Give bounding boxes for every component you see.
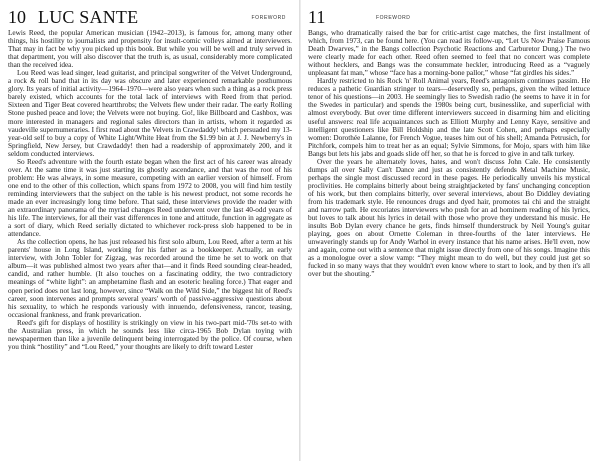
page-number: 11 bbox=[308, 7, 326, 27]
right-page-header bbox=[308, 7, 590, 27]
paragraph: So Reed's adventure with the fourth estate began when the first act of his career was already over. At the same time it was just starting its ghostly ascendance, and that was the root of his problem: He was always, in some measure, competing with an earlier version of himself. From one end to the other of this collection, which spans from 1972 to 2008, you will find him testily reminding interviewers that the subject on the table is his newest product, not some records he made an ever increasingly long time before. That said, these interviews provide the reader with an extraordinary panorama of the myriad changes Reed underwent over the last 40-odd years of his life. The interviews, for all their vast differences in tone and attitude, function in aggregate as a sort of diary, which Reed serially dictated to whichever rock-press slob happened to be in attendance. bbox=[8, 157, 292, 239]
section-label: FOREWORD bbox=[251, 15, 286, 21]
paragraph: Bangs, who dramatically raised the bar for critic-artist cage matches, the first installment of which, from 1973, can be found here. (You can read its follow-up, “Let Us Now Praise Famous Death Dwarves,” in the Bangs collection Psychotic Reactions and Carburetor Dung.) The two were clearly made for each other. Reed often seemed to feel that no concert was complete without hecklers, and Bangs was the consummate heckler, introducing Reed as a “vaguely unpleasant fat man,” whose “face has a morning-bone pallor,” whose “fat girdles his sides.” bbox=[308, 29, 590, 78]
author-name: LUC SANTE bbox=[38, 7, 139, 27]
paragraph: Over the years he alternately loves, hates, and won't discuss John Cale. He consistently dumps all over Sally Can't Dance and just as consistently defends Metal Machine Music, perhaps the single most discussed record in these pages. He periodically unveils his mystical proclivities. He complains bitterly about being straightjacketed by fans' unchanging conception of his work, but then complains bitterly, over several interviews, about Bo Diddley deviating from his trademark style. He renounces drugs and dyed hair, promotes tai chi and the straight and narrow path. He excoriates interviewers who push for an ad hominem reading of his lyrics, but loves to talk about his lyrics in detail with those who prove they understand his music. He insults Bob Dylan every chance he gets, finds himself thunderstruck by Neil Young's guitar playing, goes on about Ornette Coleman in three-fourths of the later interviews. He unwaveringly stands up for Andy Warhol in every instance that his name arises. He'll even, now and again, come out with a sentence that might issue directly from one of his songs. Imagine this as a monologue over a slow vamp: “They might mean to do well, but they could just get so fucked in so many ways that they wouldn't even know where to start to look, and by then it's all over but the shouting.” bbox=[308, 157, 590, 279]
page-number: 10 bbox=[8, 7, 26, 27]
section-label: FOREWORD bbox=[376, 15, 411, 21]
left-page-header bbox=[8, 7, 286, 27]
paragraph: Lewis Reed, the popular American musician (1942–2013), is famous for, among many other things, his hostility to journalists and propensity for insult-comic volleys aimed at interviewers. That may in fact be why you picked up this book. But while you will be well and truly served in that department, you will also discover that the truth is, as usual, considerably more complicated than the received idea. bbox=[8, 29, 292, 70]
paragraph: Lou Reed was lead singer, lead guitarist, and principal songwriter of the Velvet Underground, a rock & roll band that in its day was obscure and later experienced remarkable posthumous glory. Its years of initial activity—1964–1970—were also years when such a thing as a rock press barely existed, which accounts for the total lack of interviews with Reed from that period. Sixteen and Tiger Beat covered heartthrobs; the Velvets flew under their radar. The early Rolling Stone pushed peace and love; the Velvets were not buying. Go!, like Billboard and Cashbox, was more interested in managers and regional sales directors than in artists, whom it regarded as vaudeville supernumeraries. I first read about the Velvets in Crawdaddy! which persuaded my 13-year-old self to buy a copy of White Light/White Heat from the $1.99 bin at J. J. Newberry's in Springfield, New Jersey, but Crawdaddy! then had a readership of approximately 200, and it seldom conducted interviews. bbox=[8, 69, 292, 158]
right-page bbox=[300, 0, 600, 461]
paragraph: Hardly restricted to his Rock 'n' Roll Animal years, Reed's antagonism continues passim. He reduces a pathetic Guardian stringer to tears—deservedly so, perhaps, given the wilted lettuce tenor of his questions—in 2003. He seemingly lies to Swedish radio (he seems to have it in for the Swedes in particular) and spends the 1980s being curt, businesslike, and superficial with almost everybody. But over time different interviewers succeed in disarming him and eliciting useful answers: real life acquaintances such as Elliott Murphy and Lenny Kaye, sensitive and intelligent questioners like Bill Holdship and the late Scott Cohen, and perhaps especially women: Dorothée Lalanne, for French Vogue, teases him out of his shell; Amanda Petrusich, for Pitchfork, compels him to treat her as an equal; Sylvie Simmons, for Mojo, spars with him like Bangs but lets his jabs and goads slide off her, so that he is forced to give in and talk turkey. bbox=[308, 77, 590, 158]
left-page-text bbox=[8, 29, 292, 455]
paragraph: Reed's gift for displays of hostility is strikingly on view in his two-part mid-'70s set-to with the Australian press, in which he sounds less like circa-1965 Bob Dylan toying with newspapermen than like a juvenile delinquent being interrogated by the police. Of course, when you think “hostility” and “Lou Reed,” your thoughts are likely to drift toward Lester bbox=[8, 318, 292, 351]
paragraph: As the collection opens, he has just released his first solo album, Lou Reed, after a term at his parents' house in Long Island, working for his father as a bookkeeper. Actually, an early interview, with John Tobler for Zigzag, was recorded around the time he set to work on that album—it was published almost two years after that—and it finds Reed sounding clear-headed, candid, and rather humble. (It also touches on a fascinating oddity, the two contradictory meanings of “white light”: an amphetamine flash and an esoteric healing force.) That eager and open period does not last long, however, since “Walk on the Wild Side,” the biggest hit of Reed's career, soon intervenes and prompts several years' worth of passive-aggressive questions about his sexuality, to which he responds variously with innuendo, defensiveness, rancor, teasing, occasional frankness, and frank prevarication. bbox=[8, 238, 292, 319]
right-page-text bbox=[308, 29, 590, 455]
